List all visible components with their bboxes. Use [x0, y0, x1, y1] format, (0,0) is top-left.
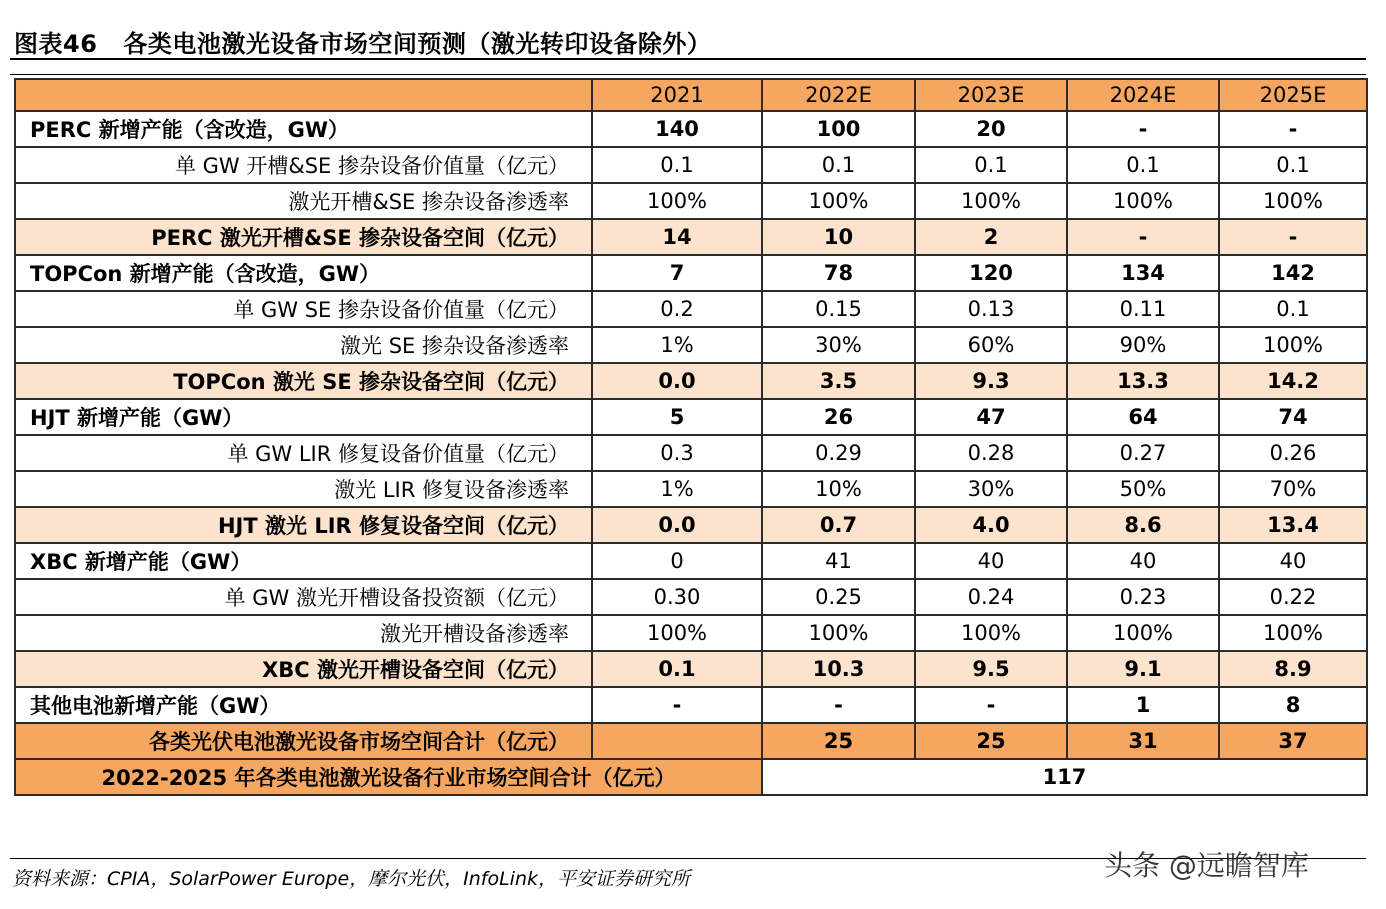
table-cell: -	[762, 687, 915, 723]
table-cell: 10	[762, 219, 915, 255]
column-header: 2022E	[762, 79, 915, 111]
table-cell: 4.0	[915, 507, 1067, 543]
watermark: 头条 @远瞻智库	[1104, 849, 1309, 882]
column-header: 2021	[592, 79, 762, 111]
column-header: 2023E	[915, 79, 1067, 111]
table-cell: 100	[762, 111, 915, 147]
table-cell: 40	[1219, 543, 1367, 579]
table-row	[15, 327, 1367, 363]
row-label: 激光开槽&SE 掺杂设备渗透率	[15, 183, 592, 219]
table-cell: 14.2	[1219, 363, 1367, 399]
table-cell: 0.27	[1067, 435, 1219, 471]
table-cell: 0.11	[1067, 291, 1219, 327]
row-label: 激光 SE 掺杂设备渗透率	[15, 327, 592, 363]
figure-caption: 各类电池激光设备市场空间预测（激光转印设备除外）	[123, 30, 712, 58]
table-cell: 0.1	[762, 147, 915, 183]
row-label: HJT 激光 LIR 修复设备空间（亿元）	[15, 507, 592, 543]
table-row	[15, 399, 1367, 435]
column-header: 2024E	[1067, 79, 1219, 111]
table-cell: 0.29	[762, 435, 915, 471]
table-cell: 0.23	[1067, 579, 1219, 615]
table-cell: -	[1219, 219, 1367, 255]
table-cell: 120	[915, 255, 1067, 291]
table-cell: 0.24	[915, 579, 1067, 615]
table-cell: 0.1	[1219, 291, 1367, 327]
row-label: 各类光伏电池激光设备市场空间合计（亿元）	[15, 723, 592, 759]
table-row	[15, 111, 1367, 147]
table-cell: 0.0	[592, 363, 762, 399]
table-cell: 64	[1067, 399, 1219, 435]
header-corner-cell	[15, 79, 592, 111]
table-cell: 7	[592, 255, 762, 291]
table-row	[15, 615, 1367, 651]
figure-title	[14, 24, 711, 59]
table-cell: 100%	[592, 183, 762, 219]
table-cell: 1%	[592, 471, 762, 507]
row-label: 激光 LIR 修复设备渗透率	[15, 471, 592, 507]
table-cell: -	[592, 687, 762, 723]
table-cell: 0.1	[592, 651, 762, 687]
table-cell: 60%	[915, 327, 1067, 363]
table-row	[15, 579, 1367, 615]
row-label: 单 GW SE 掺杂设备价值量（亿元）	[15, 291, 592, 327]
table-cell: 90%	[1067, 327, 1219, 363]
table-cell: 100%	[1219, 327, 1367, 363]
table-cell: 0.7	[762, 507, 915, 543]
table-cell: -	[1067, 111, 1219, 147]
row-label: TOPCon 激光 SE 掺杂设备空间（亿元）	[15, 363, 592, 399]
total-row	[15, 723, 1367, 759]
table-row	[15, 183, 1367, 219]
subtotal-row	[15, 219, 1367, 255]
column-header: 2025E	[1219, 79, 1367, 111]
table-cell: 20	[915, 111, 1067, 147]
subtotal-row	[15, 363, 1367, 399]
subtotal-row	[15, 651, 1367, 687]
table-cell: 9.5	[915, 651, 1067, 687]
table-cell: 0.26	[1219, 435, 1367, 471]
table-row	[15, 543, 1367, 579]
table-cell: 9.1	[1067, 651, 1219, 687]
row-label: 单 GW LIR 修复设备价值量（亿元）	[15, 435, 592, 471]
table-cell: 26	[762, 399, 915, 435]
table-cell: 70%	[1219, 471, 1367, 507]
table-cell: 10%	[762, 471, 915, 507]
table-cell: 0.1	[1219, 147, 1367, 183]
table-cell: 0.13	[915, 291, 1067, 327]
table-cell: 50%	[1067, 471, 1219, 507]
table-cell: 100%	[915, 183, 1067, 219]
table-cell: 0.0	[592, 507, 762, 543]
table-cell: 47	[915, 399, 1067, 435]
row-label: 单 GW 激光开槽设备投资额（亿元）	[15, 579, 592, 615]
table-row	[15, 687, 1367, 723]
table-row	[15, 255, 1367, 291]
table-cell: 100%	[1219, 183, 1367, 219]
market-forecast-table	[14, 78, 1368, 796]
table-cell: 25	[762, 723, 915, 759]
table-row	[15, 147, 1367, 183]
table-cell: 2	[915, 219, 1067, 255]
table-row	[15, 291, 1367, 327]
table-row	[15, 471, 1367, 507]
table-cell: 74	[1219, 399, 1367, 435]
grand-total-value: 117	[762, 759, 1367, 795]
table-cell: 13.4	[1219, 507, 1367, 543]
row-label: 激光开槽设备渗透率	[15, 615, 592, 651]
table-cell: 142	[1219, 255, 1367, 291]
table-cell: 100%	[762, 615, 915, 651]
table-top-rule	[10, 74, 1366, 75]
table-cell: 0.1	[915, 147, 1067, 183]
table-cell: 41	[762, 543, 915, 579]
table-cell: 40	[915, 543, 1067, 579]
table-cell: 0.25	[762, 579, 915, 615]
table-cell: 0.15	[762, 291, 915, 327]
table-cell: 5	[592, 399, 762, 435]
table-cell: -	[1219, 111, 1367, 147]
row-label: 单 GW 开槽&SE 掺杂设备价值量（亿元）	[15, 147, 592, 183]
subtotal-row	[15, 507, 1367, 543]
table-cell	[592, 723, 762, 759]
row-label: TOPCon 新增产能（含改造，GW）	[15, 255, 592, 291]
table-cell: 13.3	[1067, 363, 1219, 399]
table-cell: 78	[762, 255, 915, 291]
table-cell: 25	[915, 723, 1067, 759]
table-cell: 8.6	[1067, 507, 1219, 543]
table-cell: 140	[592, 111, 762, 147]
figure-number: 图表46	[14, 30, 98, 58]
table-cell: 100%	[915, 615, 1067, 651]
table-row	[15, 435, 1367, 471]
row-label: XBC 新增产能（GW）	[15, 543, 592, 579]
table-cell: 9.3	[915, 363, 1067, 399]
row-label: HJT 新增产能（GW）	[15, 399, 592, 435]
table-cell: -	[915, 687, 1067, 723]
table-cell: 40	[1067, 543, 1219, 579]
table-cell: 37	[1219, 723, 1367, 759]
table-cell: 1	[1067, 687, 1219, 723]
table-cell: 30%	[915, 471, 1067, 507]
table-cell: 0.3	[592, 435, 762, 471]
header-row	[15, 79, 1367, 111]
title-rule	[10, 58, 1366, 60]
table-cell: 100%	[762, 183, 915, 219]
table-cell: 0.30	[592, 579, 762, 615]
table-cell: 0.28	[915, 435, 1067, 471]
table-cell: 0.2	[592, 291, 762, 327]
table-cell: 14	[592, 219, 762, 255]
table-cell: 3.5	[762, 363, 915, 399]
grand-total-label: 2022-2025 年各类电池激光设备行业市场空间合计（亿元）	[15, 759, 762, 795]
row-label: XBC 激光开槽设备空间（亿元）	[15, 651, 592, 687]
table-cell: 8.9	[1219, 651, 1367, 687]
row-label: PERC 激光开槽&SE 掺杂设备空间（亿元）	[15, 219, 592, 255]
grand-total-row	[15, 759, 1367, 795]
table-cell: 134	[1067, 255, 1219, 291]
table-cell: 100%	[1067, 615, 1219, 651]
table-cell: 0.1	[592, 147, 762, 183]
table-cell: 10.3	[762, 651, 915, 687]
table-cell: -	[1067, 219, 1219, 255]
table-cell: 31	[1067, 723, 1219, 759]
table-cell: 0	[592, 543, 762, 579]
table-cell: 8	[1219, 687, 1367, 723]
row-label: 其他电池新增产能（GW）	[15, 687, 592, 723]
table-cell: 1%	[592, 327, 762, 363]
table-cell: 100%	[592, 615, 762, 651]
table-cell: 100%	[1067, 183, 1219, 219]
row-label: PERC 新增产能（含改造，GW）	[15, 111, 592, 147]
table-cell: 0.22	[1219, 579, 1367, 615]
table-cell: 100%	[1219, 615, 1367, 651]
source-note: 资料来源：CPIA，SolarPower Europe，摩尔光伏，InfoLink，平安证券研究所	[12, 868, 691, 890]
table-cell: 30%	[762, 327, 915, 363]
table-cell: 0.1	[1067, 147, 1219, 183]
